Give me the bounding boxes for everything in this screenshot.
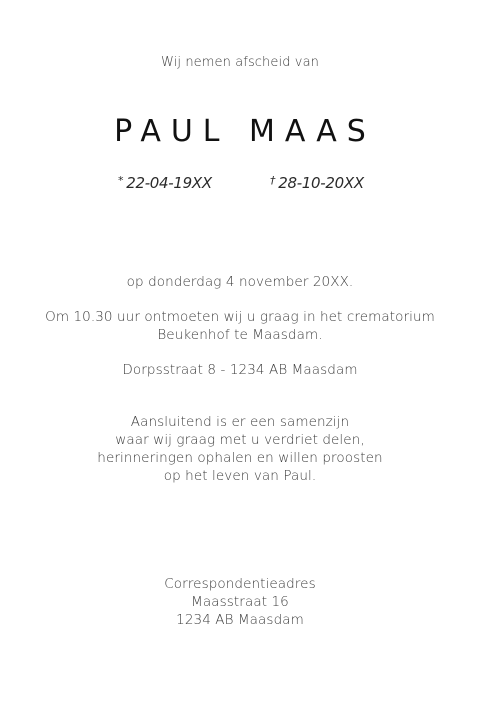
gathering-line: Aansluitend is er een samenzijn [130,414,350,430]
birth-date: 22-04-19XX [126,174,212,192]
venue-address: Dorpsstraat 8 - 1234 AB Maasdam [122,362,358,378]
meeting-line: Beukenhof te Maasdam. [157,327,323,343]
death-date: 28-10-20XX [278,174,364,192]
correspondence-city: 1234 AB Maasdam [176,612,304,628]
ceremony-day: op donderdag 4 november 20XX. [126,274,354,290]
death-date-group [270,171,364,193]
intro-text: Wij nemen afscheid van [161,55,319,70]
correspondence-street: Maasstraat 16 [191,594,289,610]
birth-star-icon: * [118,174,124,187]
correspondence-heading: Correspondentieadres [164,576,316,592]
birth-date-group [118,171,212,193]
gathering-line: herinneringen ophalen en willen proosten [97,450,383,466]
deceased-name: PAUL MAAS [114,114,376,149]
gathering-line: op het leven van Paul. [163,468,317,484]
meeting-line: Om 10.30 uur ontmoeten wij u graag in het crematorium [45,309,435,325]
death-cross-icon: † [270,174,276,187]
gathering-line: waar wij graag met u verdriet delen, [115,432,365,448]
